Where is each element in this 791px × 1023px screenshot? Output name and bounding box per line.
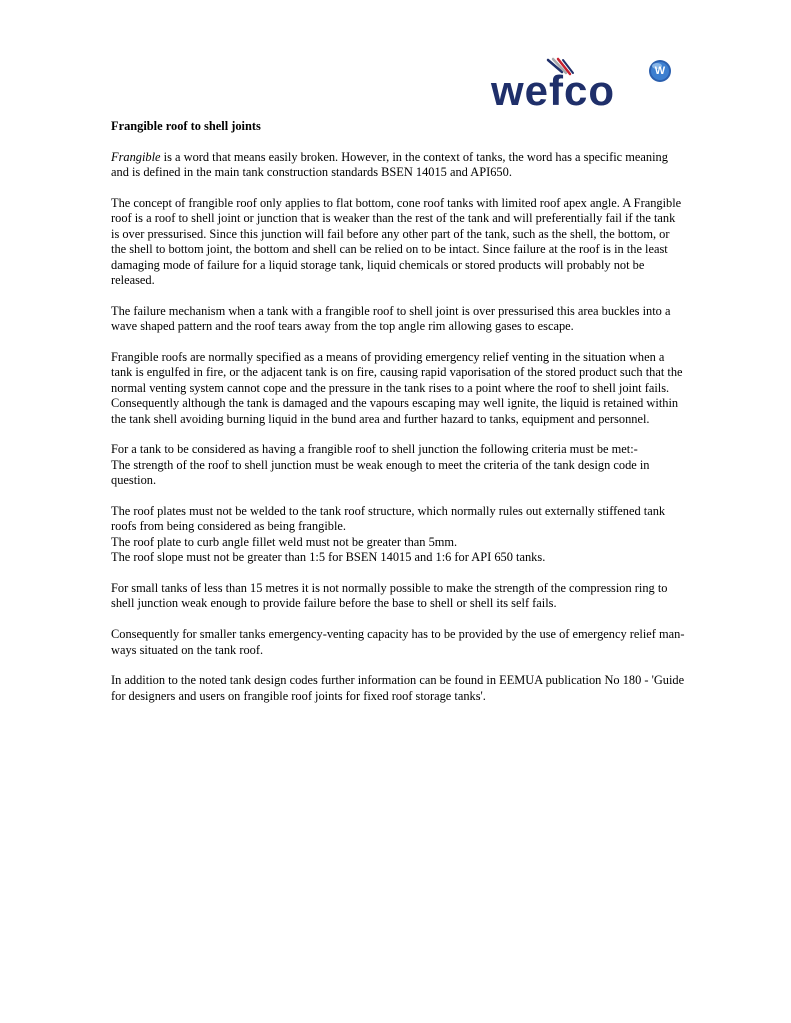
logo-badge-letter: W — [654, 65, 666, 77]
small-tanks-paragraph: For small tanks of less than 15 metres it is not normally possible to make the strength of the compression ring to shell junction weak enough to provide failure before the base to shell or shell its self fails. — [111, 581, 668, 611]
wefco-logo — [488, 56, 678, 116]
criteria-item-2: The roof plates must not be welded to the tank roof structure, which normally rules out externally stiffened tank roofs from being considered as being frangible. — [111, 504, 666, 534]
intro-paragraph — [111, 150, 686, 181]
eemua-paragraph: In addition to the noted tank design codes further information can be found in EEMUA publication No 180 - 'Guide for designers and users on frangible roof joints for fixed roof storage tanks'. — [111, 673, 685, 703]
logo-wordmark: wefco — [491, 67, 616, 114]
concept-paragraph: The concept of frangible roof only applies to flat bottom, cone roof tanks with limited roof apex angle. A Frangible roof is a roof to shell joint or junction that is weaker than the rest of the tank and will preferentially fail if the tank is over pressurised. Since this junction will fail before any other part of the tank, such as the shell, the bottom, or the shell to bottom joint, the bottom and shell can be relied on to be intact. Since failure at the roof is in the least damaging mode of failure for a liquid storage tank, liquid chemicals or stored products will probably not be released. — [111, 196, 682, 288]
failure-mechanism-paragraph: The failure mechanism when a tank with a frangible roof to shell joint is over pressurised this area buckles into a wave shaped pattern and the roof tears away from the top angle rim allowing gases to escape. — [111, 303, 671, 334]
criteria-intro: For a tank to be considered as having a frangible roof to shell junction the following criteria must be met:- — [111, 442, 638, 457]
criteria-item-4: The roof slope must not be greater than 1:5 for BSEN 14015 and 1:6 for API 650 tanks. — [111, 550, 546, 565]
criteria-item-3: The roof plate to curb angle fillet weld must not be greater than 5mm. — [111, 534, 458, 549]
roof-criteria-paragraph — [111, 504, 686, 566]
criteria-paragraph — [111, 442, 686, 488]
intro-term: Frangible — [111, 149, 161, 164]
intro-rest: is a word that means easily broken. However, in the context of tanks, the word has a specific meaning and is defined in the main tank construction standards BSEN 14015 and API650. — [111, 149, 668, 180]
consequently-paragraph: Consequently for smaller tanks emergency-venting capacity has to be provided by the use of emergency relief man-ways situated on the tank roof. — [111, 627, 685, 657]
document-title: Frangible roof to shell joints — [111, 119, 261, 133]
criteria-item-1: The strength of the roof to shell junction must be weak enough to meet the criteria of the tank design code in question. — [111, 457, 650, 488]
document-body — [111, 119, 686, 720]
emergency-venting-paragraph: Frangible roofs are normally specified as a means of providing emergency relief venting in the situation when a tank is engulfed in fire, or the adjacent tank is on fire, causing rapid vaporisation of the stored product such that the normal venting system cannot cope and the pressure in the tank rises to a point where the roof to shell joint fails. Consequently although the tank is damaged and the vapours escaping may well ignite, the liquid is retained within the tank shell avoiding burning liquid in the bund area and further hazard to tanks, equipment and personnel. — [111, 350, 683, 426]
